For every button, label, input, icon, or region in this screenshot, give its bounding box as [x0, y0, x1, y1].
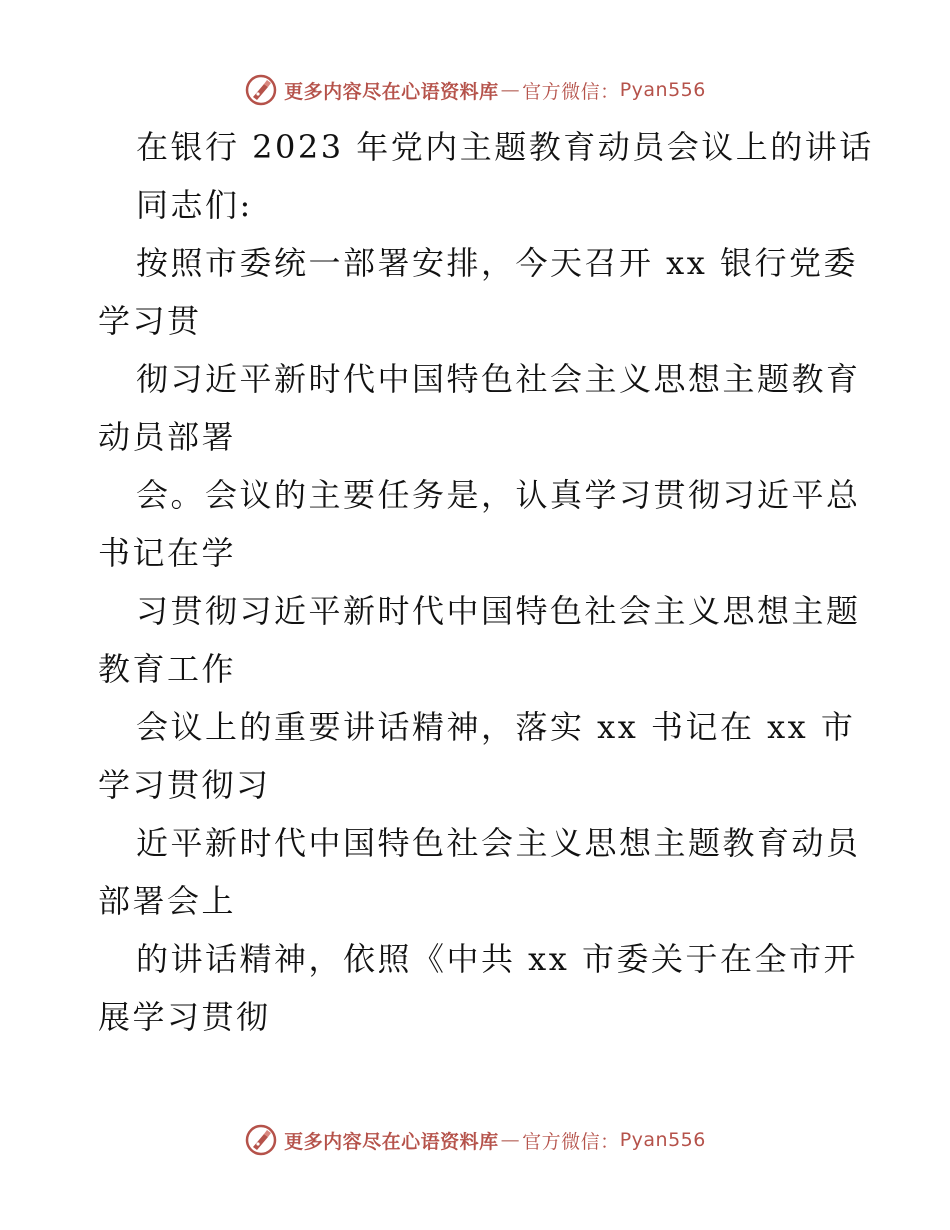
paragraph-line: 习贯彻习近平新时代中国特色社会主义思想主题: [136, 592, 861, 630]
header-watermark: [0, 70, 950, 110]
watermark-contact-id: Pyan556: [619, 1129, 706, 1151]
paragraph-line: 展学习贯彻: [98, 998, 271, 1036]
watermark-label: 官方微信：: [522, 80, 620, 103]
pen-nib-logo-icon: [244, 73, 278, 107]
watermark-title: 更多内容尽在心语资料库: [284, 80, 499, 103]
document-title: 在银行 2023 年党内主题教育动员会议上的讲话: [136, 128, 874, 166]
watermark-title: 更多内容尽在心语资料库: [284, 1130, 499, 1153]
paragraph-line: 部署会上: [98, 882, 237, 920]
paragraph-line: 学习贯: [98, 302, 202, 340]
paragraph-line: 的讲话精神，依照《中共 xx 市委关于在全市开: [136, 940, 858, 978]
paragraph-line: 彻习近平新时代中国特色社会主义思想主题教育: [136, 360, 861, 398]
paragraph-line: 近平新时代中国特色社会主义思想主题教育动员: [136, 824, 861, 862]
paragraph-line: 学习贯彻习: [98, 766, 271, 804]
watermark-label: 官方微信：: [522, 1130, 620, 1153]
paragraph-line: 教育工作: [98, 650, 237, 688]
paragraph-line: 会议上的重要讲话精神，落实 xx 书记在 xx 市: [136, 708, 856, 746]
salutation: 同志们:: [136, 186, 253, 224]
paragraph-line: 会。会议的主要任务是，认真学习贯彻习近平总: [136, 476, 861, 514]
watermark-separator: —: [500, 79, 521, 101]
watermark-contact-id: Pyan556: [619, 79, 706, 101]
paragraph-line: 按照市委统一部署安排，今天召开 xx 银行党委: [136, 244, 858, 282]
paragraph-line: 动员部署: [98, 418, 237, 456]
paragraph-line: 书记在学: [98, 534, 237, 572]
pen-nib-logo-icon: [244, 1123, 278, 1157]
watermark-separator: —: [500, 1129, 521, 1151]
footer-watermark: [0, 1120, 950, 1160]
